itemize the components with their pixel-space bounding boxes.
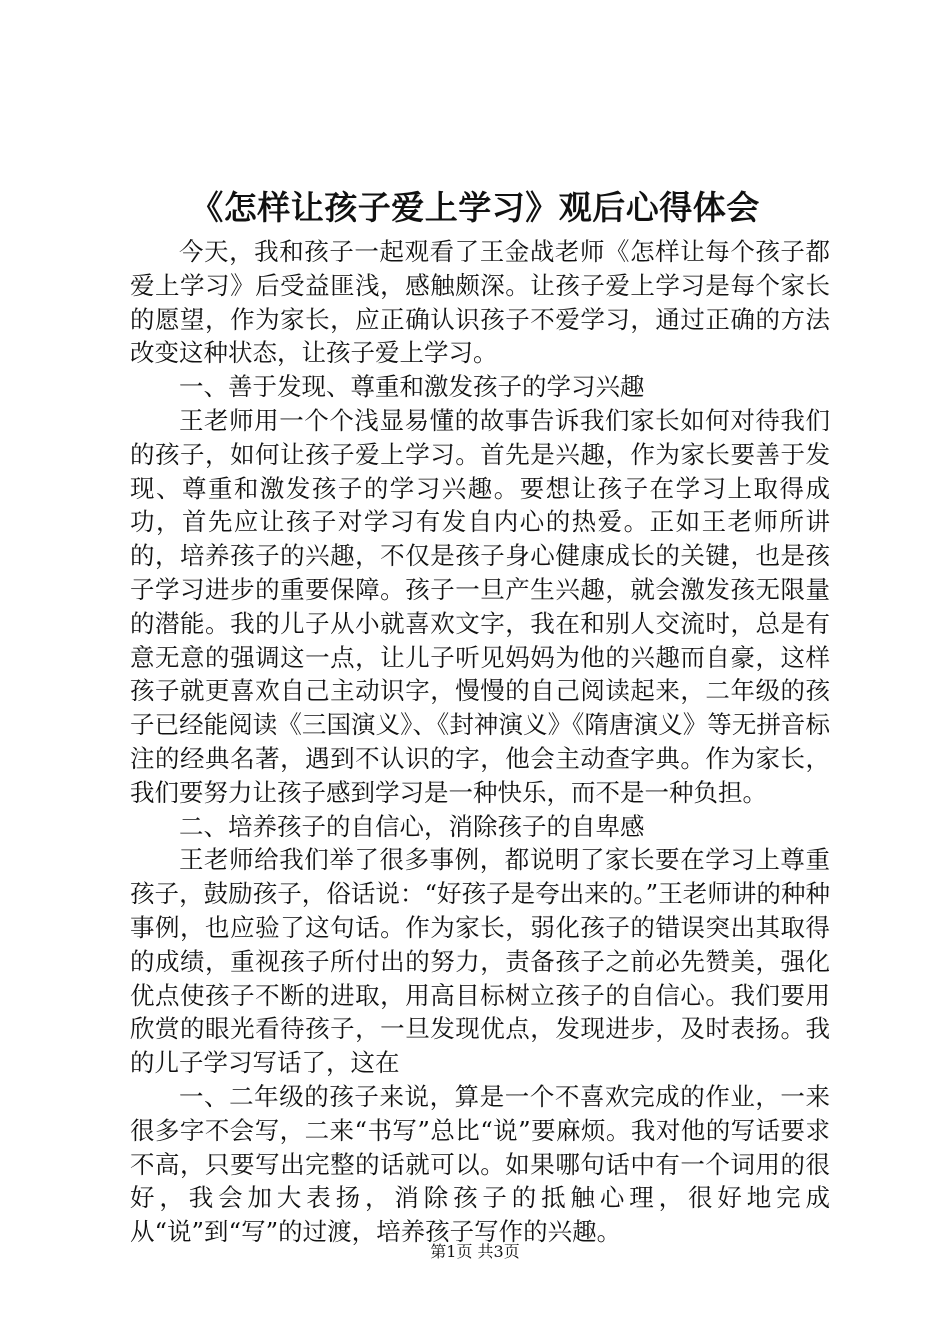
- document-title: 《怎样让孩子爱上学习》观后心得体会: [190, 188, 760, 227]
- section-heading-1: 一、善于发现、尊重和激发孩子的学习兴趣: [179, 372, 645, 402]
- page-number-footer: 第1页 共3页: [430, 1242, 520, 1261]
- paragraph-confidence: 王老师给我们举了很多事例，都说明了家长要在学习上尊重孩子，鼓励孩子，俗话说：“好孩子是夸出来的。”王老师讲的种种事例，也应验了这句话。作为家长，弱化孩子的错误突出其取得的成绩，重视孩子所付出的努力，责备孩子之前必先赞美，强化优点使孩子不断的进取，用高目标树立孩子的自信心。我们要用欣赏的眼光看待孩子，一旦发现优点，发现进步，及时表扬。我的儿子学习写话了，这在: [130, 845, 830, 1078]
- paragraph-intro: 今天，我和孩子一起观看了王金战老师《怎样让每个孩子都爱上学习》后受益匪浅，感触颇深。让孩子爱上学习是每个家长的愿望，作为家长，应正确认识孩子不爱学习，通过正确的方法改变这种状态，让孩子爱上学习。: [130, 237, 830, 368]
- paragraph-interest: 王老师用一个个浅显易懂的故事告诉我们家长如何对待我们的孩子，如何让孩子爱上学习。首先是兴趣，作为家长要善于发现、尊重和激发孩子的学习兴趣。要想让孩子在学习上取得成功，首先应让孩子对学习有发自内心的热爱。正如王老师所讲的，培养孩子的兴趣，不仅是孩子身心健康成长的关键，也是孩子学习进步的重要保障。孩子一旦产生兴趣，就会激发孩无限量的潜能。我的儿子从小就喜欢文字，我在和别人交流时，总是有意无意的强调这一点，让儿子听见妈妈为他的兴趣而自豪，这样孩子就更喜欢自己主动识字，慢慢的自己阅读起来，二年级的孩子已经能阅读《三国演义》、《封神演义》《隋唐演义》等无拼音标注的经典名著，遇到不认识的字，他会主动查字典。作为家长，我们要努力让孩子感到学习是一种快乐，而不是一种负担。: [130, 405, 830, 807]
- paragraph-writing: 一、二年级的孩子来说，算是一个不喜欢完成的作业，一来很多字不会写，二来“书写”总比“说”要麻烦。我对他的写话要求不高，只要写出完整的话就可以。如果哪句话中有一个词用的很好，我会加大表扬，消除孩子的抵触心理，很好地完成从“说”到“写”的过渡，培养孩子写作的兴趣。: [130, 1081, 830, 1247]
- document-body: [130, 235, 830, 1249]
- section-heading-2: 二、培养孩子的自信心，消除孩子的自卑感: [179, 811, 645, 841]
